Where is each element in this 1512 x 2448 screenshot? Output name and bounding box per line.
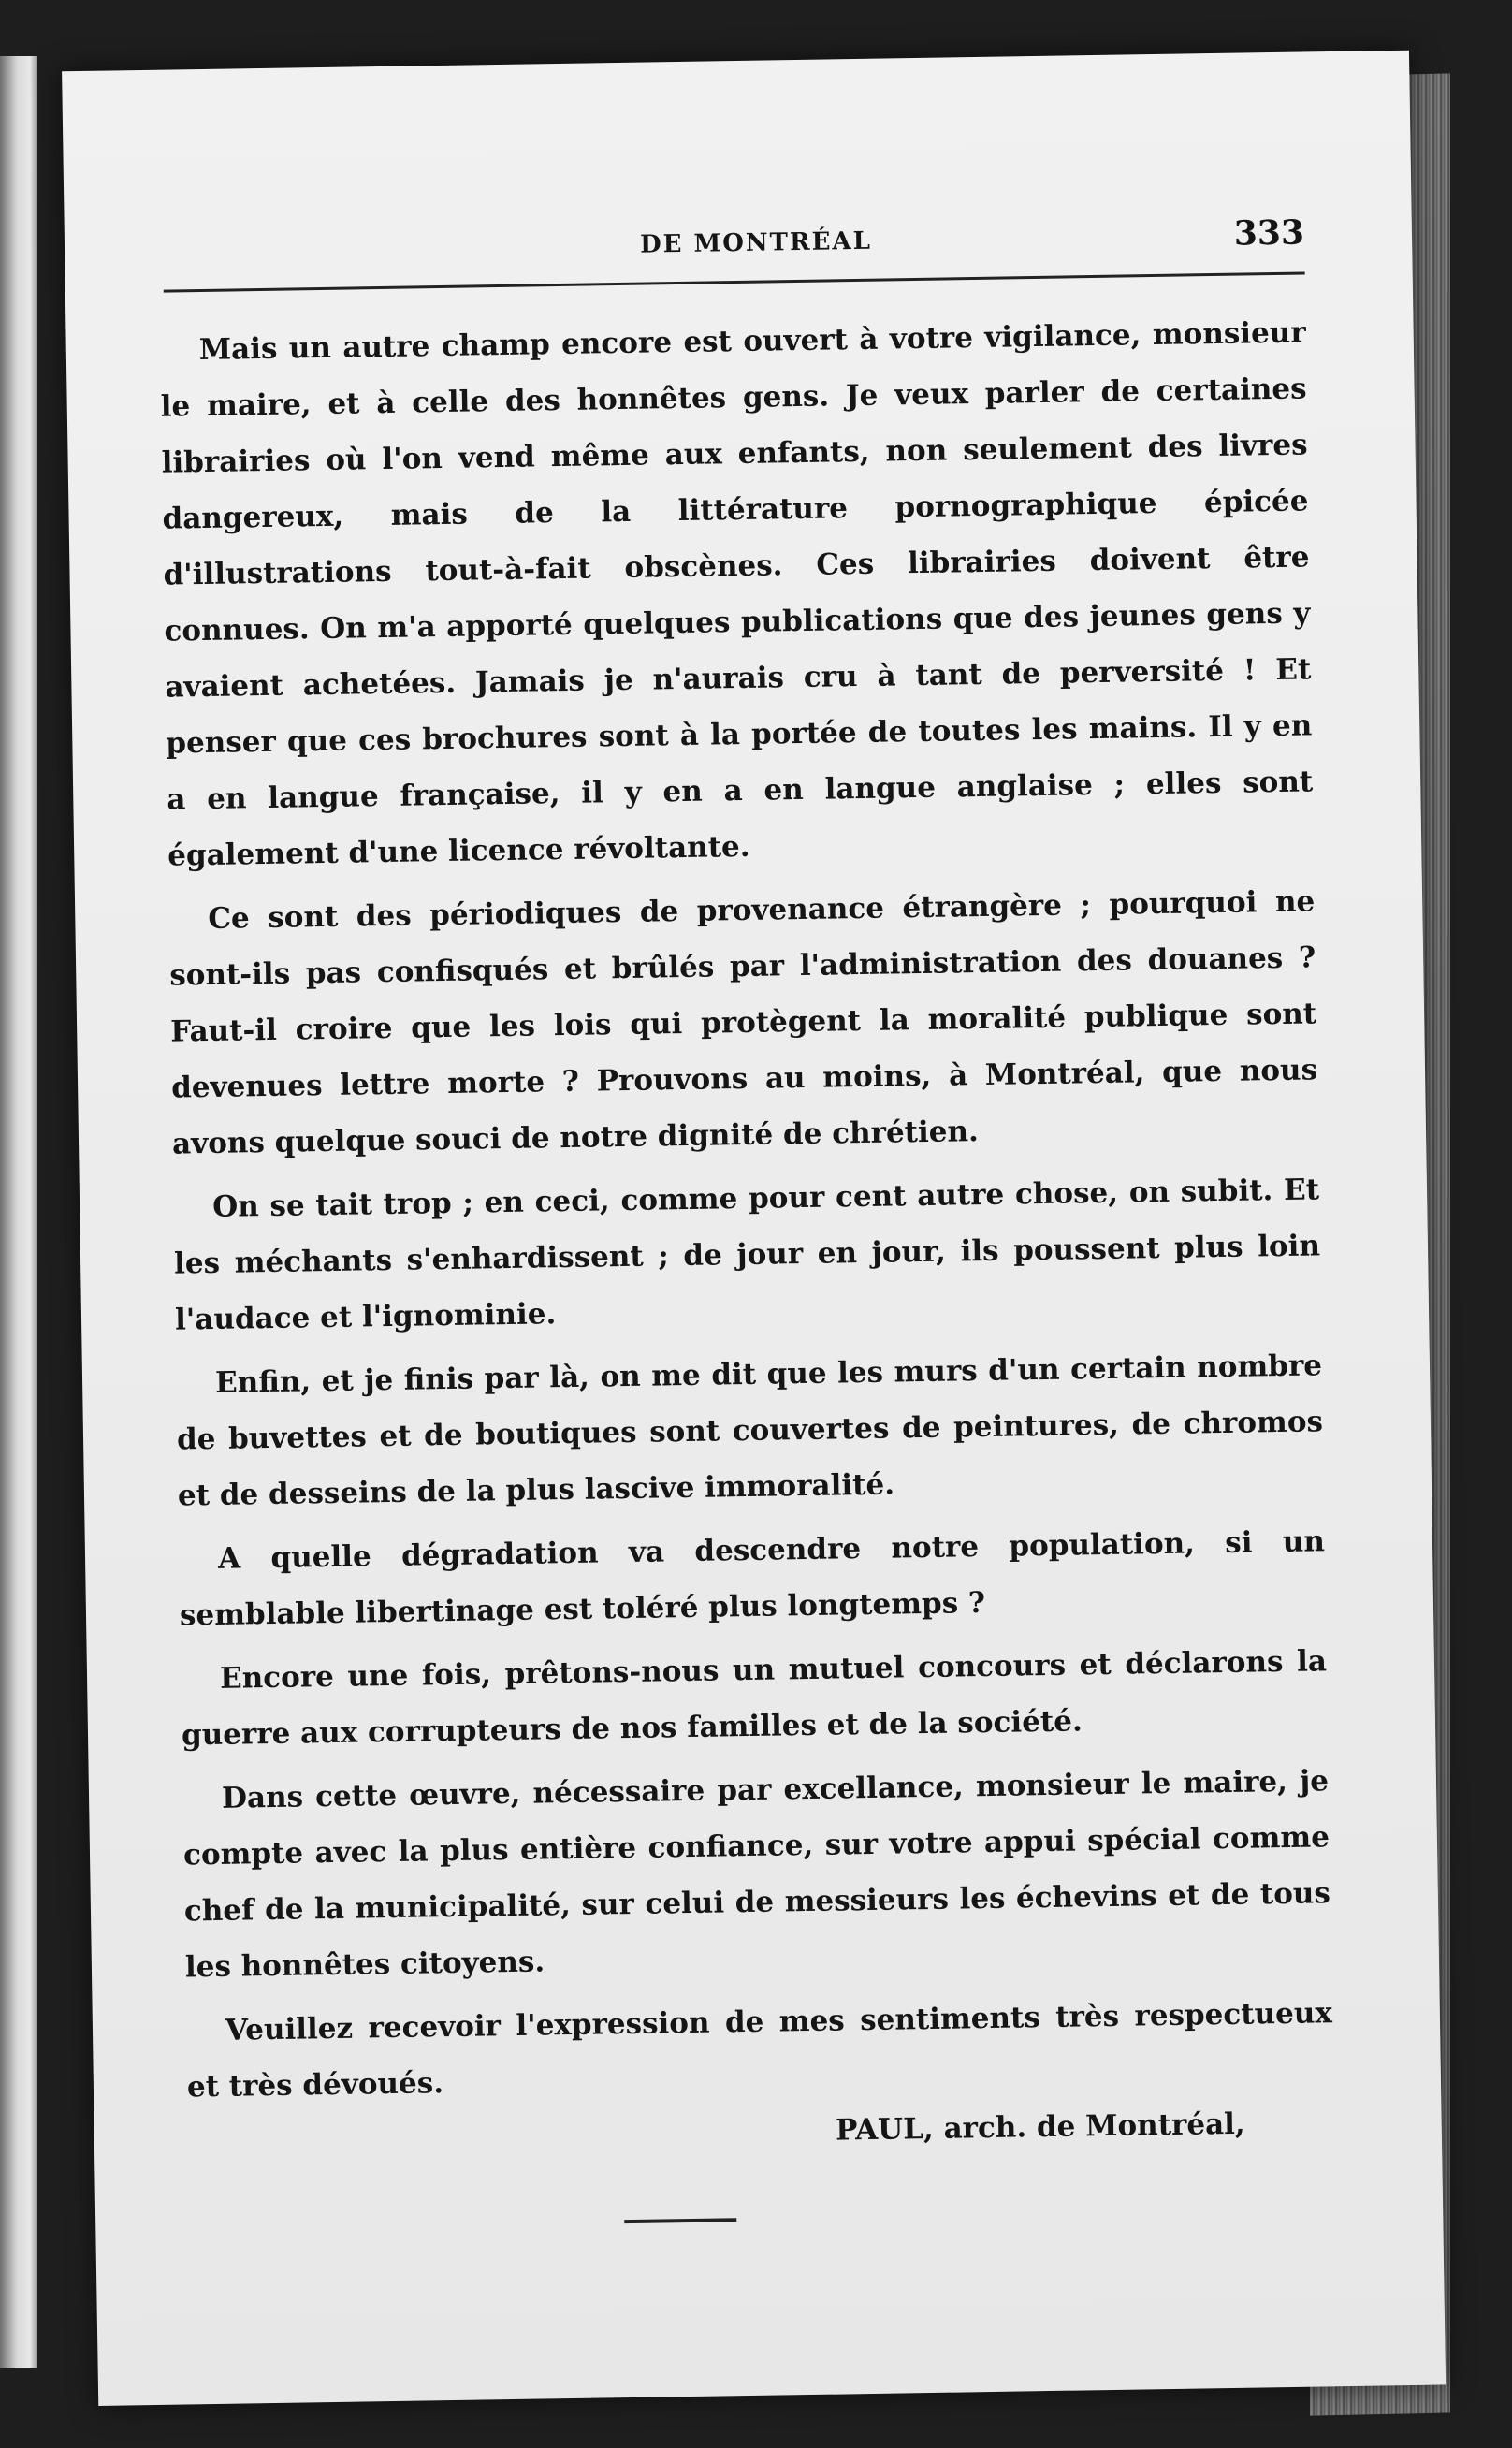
signature: PAUL, arch. de Montréal, <box>835 2106 1245 2148</box>
body-text <box>159 304 1333 2122</box>
paragraph: Ce sont des périodiques de provenance étrangère ; pourquoi ne sont-ils pas confisqués et brûlés par l'administration des douanes ? Faut-il croire que les lois qui protègent la moralité publique sont devenues lettre morte ? Prouvons au moins, à Montréal, que nous avons quelque souci de notre dignité de chrétien. <box>168 884 1318 1161</box>
adjacent-page-edge <box>0 56 37 2368</box>
page-number: 333 <box>1233 212 1305 254</box>
running-title: DE MONTRÉAL <box>639 226 873 259</box>
paragraph: Veuillez recevoir l'expression de mes sentiments très respectueux et très dévoués. <box>186 1996 1333 2105</box>
paragraph: Mais un autre champ encore est ouvert à votre vigilance, monsieur le maire, et à celle des honnêtes gens. Je veux parler de certaines librairies où l'on vend même aux enfants, non seulement des livres dangereux, mais de la littérature pornographique épicée d'illustrations tout-à-fait obscènes. Ces librairies doivent être connues. On m'a apporté quelques publications que des jeunes gens y avaient achetées. Jamais je n'aurais cru à tant de perversité ! Et penser que ces brochures sont à la portée de toutes les mains. Il y en a en langue française, il y en a en langue anglaise ; elles sont également d'une licence révoltante. <box>160 315 1314 873</box>
book-page <box>62 51 1446 2406</box>
paragraph: A quelle dégradation va descendre notre population, si un semblable libertinage est toléré plus longtemps ? <box>179 1524 1326 1633</box>
paragraph: On se tait trop ; en ceci, comme pour cent autre chose, on subit. Et les méchants s'enhardissent ; de jour en jour, ils poussent plus loin l'audace et l'ignominie. <box>173 1173 1321 1337</box>
paragraph: Encore une fois, prêtons-nous un mutuel concours et déclarons la guerre aux corrupteurs de nos familles et de la société. <box>181 1644 1328 1753</box>
paragraph: Enfin, et je finis par là, on me dit que les murs d'un certain nombre de buvettes et de boutiques sont couvertes de peintures, de chromos et de desseins de la plus lascive immoralité. <box>176 1348 1324 1513</box>
end-rule <box>624 2218 736 2223</box>
paragraph: Dans cette œuvre, nécessaire par excellance, monsieur le maire, je compte avec la plus entière confiance, sur votre appui spécial comme chef de la municipalité, sur celui de messieurs les échevins et de tous les honnêtes citoyens. <box>182 1764 1331 1985</box>
